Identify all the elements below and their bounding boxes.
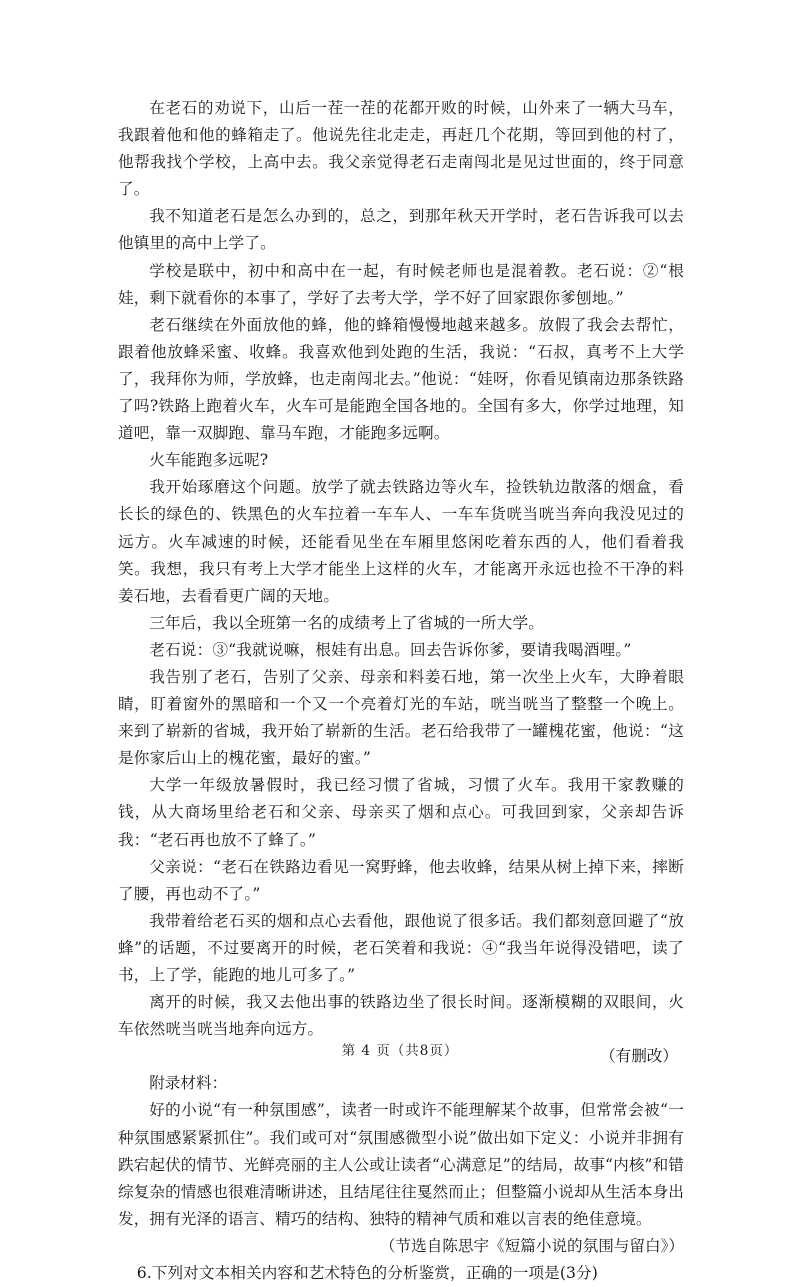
story-paragraph-9: 我告别了老石，告别了父亲、母亲和料姜石地，第一次坐上火车，大睁着眼睛，盯着窗外的黑暗和一个又一个亮着灯光的车站，咣当咣当了整整一个晚上。来到了崭新的省城，我开始了崭新的生活。老石给我带了一罐槐花蜜，他说：“这是你家后山上的槐花蜜，最好的蜜。”	[118, 667, 684, 768]
story-paragraph-11: 父亲说：“老石在铁路边看见一窝野蜂，他去收蜂，结果从树上掉下来，摔断了腰，再也动不了。”	[118, 857, 684, 903]
page-content	[118, 95, 684, 1287]
appendix-text: 好的小说“有一种氛围感”，读者一时或许不能理解某个故事，但常常会被“一种氛围感紧紧抓住”。我们或可对“氛围感微型小说”做出如下定义：小说并非拥有跌宕起伏的情节、光鲜亮丽的主人公或让读者“心满意足”的结局，故事“内核”和错综复杂的情感也很难清晰讲述，且结尾往往戛然而止；但整篇小说却从生活本身出发，拥有光泽的语言、精巧的结构、独特的精神气质和难以言表的绝佳意境。	[118, 1101, 684, 1228]
appendix-heading: 附录材料：	[149, 1074, 228, 1093]
story-paragraph-3: 学校是联中，初中和高中在一起，有时候老师也是混着教。老石说：②“根娃，剩下就看你的本事了，学好了去考大学，学不好了回家跟你爹刨地。”	[118, 261, 684, 307]
appendix-source: （节选自陈思宇《短篇小说的氛围与留白》）	[379, 1236, 684, 1255]
story-paragraph-12: 我带着给老石买的烟和点心去看他，跟他说了很多话。我们都刻意回避了“放蜂”的话题，不过要离开的时候，老石笑着和我说：④“我当年说得没错吧，读了书，上了学，能跑的地儿可多了。”	[118, 911, 684, 984]
story-paragraph-4: 老石继续在外面放他的蜂，他的蜂箱慢慢地越来越多。放假了我会去帮忙，跟着他放蜂采蜜、收蜂。我喜欢他到处跑的生活，我说：“石叔，真考不上大学了，我拜你为师，学放蜂，也走南闯北去。”他说：“娃呀，你看见镇南边那条铁路了吗?铁路上跑着火车，火车可是能跑全国各地的。全国有多大，你学过地理，知道吧，靠一双脚跑、靠马车跑，才能跑多远啊。	[118, 315, 684, 443]
story-paragraph-10: 大学一年级放暑假时，我已经习惯了省城，习惯了火车。我用干家教赚的钱，从大商场里给老石和父亲、母亲买了烟和点心。可我回到家，父亲却告诉我：“老石再也放不了蜂了。”	[118, 776, 684, 849]
question-6: 6.下列对文本相关内容和艺术特色的分析鉴赏，正确的一项是(3分)	[136, 1264, 598, 1283]
story-paragraph-8: 老石说：③“我就说嘛，根娃有出息。回去告诉你爹，要请我喝酒哩。”	[149, 640, 632, 659]
story-paragraph-2: 我不知道老石是怎么办到的，总之，到那年秋天开学时，老石告诉我可以去他镇里的高中上学了。	[118, 207, 684, 253]
story-paragraph-6: 我开始琢磨这个问题。放学了就去铁路边等火车，捡铁轨边散落的烟盒，看长长的绿色的、铁黑色的火车拉着一车车人、一车车货咣当咣当奔向我没见过的远方。火车减速的时候，还能看见坐在车厢里悠闲吃着东西的人，他们看着我笑。我想，我只有考上大学才能坐上这样的火车，才能离开永远也捡不干净的料姜石地，去看看更广阔的天地。	[118, 478, 684, 605]
story-source-note: （有删改）	[600, 1047, 678, 1066]
story-paragraph-13: 离开的时候，我又去他出事的铁路边坐了很长时间。逐渐模糊的双眼间，火车依然咣当咣当地奔向远方。	[118, 993, 684, 1039]
page-footer: 第 4 页（共8页）	[341, 1043, 459, 1059]
story-paragraph-1: 在老石的劝说下，山后一茬一茬的花都开败的时候，山外来了一辆大马车，我跟着他和他的蜂箱走了。他说先往北走走，再赶几个花期，等回到他的村了，他帮我找个学校，上高中去。我父亲觉得老石走南闯北是见过世面的，终于同意了。	[118, 99, 684, 199]
story-paragraph-7: 三年后，我以全班第一名的成绩考上了省城的一所大学。	[149, 613, 545, 632]
story-paragraph-5: 火车能跑多远呢?	[149, 451, 269, 470]
